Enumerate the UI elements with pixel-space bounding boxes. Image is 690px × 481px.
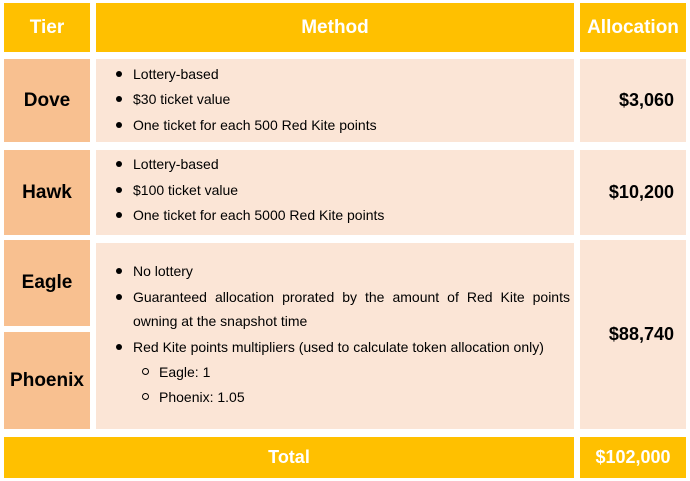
method-text: $100 ticket value <box>133 182 239 198</box>
total-label: Total <box>4 437 574 478</box>
method-text: Phoenix: 1.05 <box>159 389 245 405</box>
tier-dove: Dove <box>4 59 90 142</box>
bullet-icon <box>116 122 122 128</box>
bullet-icon <box>116 294 122 300</box>
tier-phoenix: Phoenix <box>4 332 90 429</box>
method-hawk <box>96 150 574 235</box>
tier-hawk: Hawk <box>4 150 90 235</box>
tier-eagle: Eagle <box>4 240 90 326</box>
header-allocation: Allocation <box>580 3 686 52</box>
method-eagle-phoenix <box>96 243 574 429</box>
method-text: Lottery-based <box>133 156 219 172</box>
allocation-hawk: $10,200 <box>580 150 686 235</box>
method-text: One ticket for each 500 Red Kite points <box>133 117 377 133</box>
method-text: One ticket for each 5000 Red Kite points <box>133 207 385 223</box>
list-item <box>96 288 574 336</box>
header-tier: Tier <box>4 3 90 52</box>
method-text: Red Kite points multipliers (used to calculate token allocation only) <box>133 339 544 355</box>
bullet-icon <box>116 96 122 102</box>
method-text: Eagle: 1 <box>159 364 211 380</box>
method-text: Lottery-based <box>133 66 219 82</box>
method-text: No lottery <box>133 263 193 279</box>
allocation-eagle-phoenix: $88,740 <box>580 240 686 429</box>
allocation-dove: $3,060 <box>580 59 686 142</box>
circle-bullet-icon <box>142 368 149 375</box>
bullet-icon <box>116 161 122 167</box>
bullet-icon <box>116 344 122 350</box>
bullet-icon <box>116 268 122 274</box>
bullet-icon <box>116 187 122 193</box>
bullet-icon <box>116 71 122 77</box>
method-dove <box>96 59 574 142</box>
method-text: $30 ticket value <box>133 91 231 107</box>
circle-bullet-icon <box>142 393 149 400</box>
header-method: Method <box>96 3 574 52</box>
total-value: $102,000 <box>580 437 686 478</box>
method-text: Guaranteed allocation prorated by the amount of Red Kite points owning at the snapshot time <box>133 289 570 329</box>
bullet-icon <box>116 212 122 218</box>
